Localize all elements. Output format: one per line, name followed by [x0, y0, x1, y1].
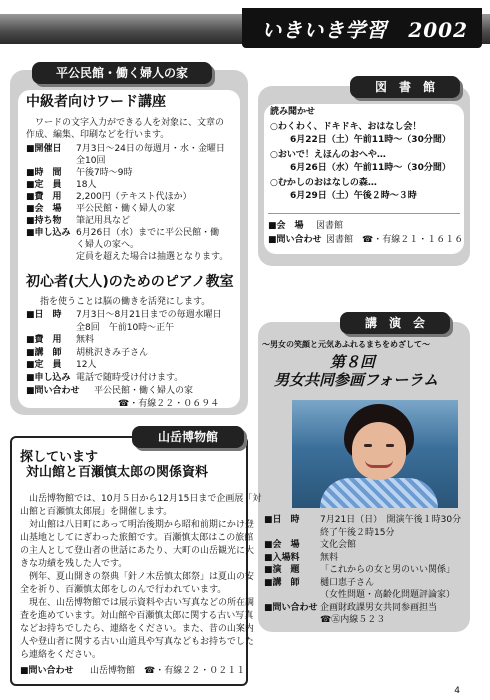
lecture-row-value: 無料: [320, 552, 339, 563]
word-row-label: ■持ち物: [26, 216, 62, 226]
library-heading: 読み聞かせ: [270, 107, 316, 117]
word-row-value: 平公民館・働く婦人の家: [76, 204, 176, 214]
museum-body-line: 査を進めています。対山館や百瀬慎太郎に関する古い写真: [20, 611, 254, 621]
piano-intro: 指を使うことは脳の働きを活発にします。: [40, 297, 211, 307]
word-row-value: 7月3日～24日の毎週月・水・金曜日: [76, 144, 225, 154]
piano-row-label: ■申し込み: [26, 372, 71, 383]
piano-row-value: 電話で随時受け付けます。: [76, 372, 184, 383]
museum-title-1: 探しています: [20, 450, 99, 465]
word-row-value: 午後7時～9時: [76, 168, 133, 178]
speaker-photo: [292, 400, 458, 508]
word-row-label: ■開催日: [26, 144, 62, 154]
lecture-row-value: ☎㊄内線５２３: [320, 615, 386, 625]
piano-row-value: 全8回 午前10時～正午: [76, 322, 175, 333]
word-row-label: ■申し込み: [26, 228, 71, 238]
hirako-tag: 平公民館・働く婦人の家: [32, 62, 212, 84]
lecture-row-label: ■演 題: [264, 565, 300, 575]
word-row-value: 全10回: [76, 156, 106, 166]
museum-body-line: などお持ちでしたら、連絡をください。また、昔の山案内: [20, 624, 254, 634]
museum-body-line: 人や登山者に関する古い山道具や写真などもお持ちでした: [20, 637, 254, 647]
word-row-label: ■定 員: [26, 180, 62, 190]
lecture-row-label: ■講 師: [264, 577, 300, 588]
museum-tag: 山岳博物館: [132, 426, 244, 448]
lecture-tag: 講 演 会: [340, 312, 450, 334]
word-intro-1: ワードの文字入力ができる人を対象に、文章の: [26, 118, 225, 128]
word-row-label: ■会 場: [26, 204, 62, 214]
museum-body-line: 山基地としてにぎわった旅館です。百瀬慎太郎はこの旅館: [20, 533, 254, 543]
word-row-label: ■時 間: [26, 168, 62, 178]
lecture-row-value: 終了午後２時15分: [320, 527, 395, 538]
word-course-title: 中級者向けワード講座: [26, 94, 166, 110]
library-event-date: 6月22日（土）午前11時～（30分間）: [290, 135, 451, 145]
piano-row-label: ■定 員: [26, 360, 62, 370]
piano-row-value: 胡桃沢きみ子さん: [76, 347, 149, 358]
piano-contact-tel: ☎・有線２２・０６９４: [118, 399, 220, 409]
word-row-value: 筆記用具など: [76, 216, 131, 226]
library-venue-label: ■会 場: [268, 221, 304, 231]
page-title: いきいき学習 2002: [261, 18, 468, 42]
museum-body-line: 現在、山岳博物館では展示資料や古い写真などの所在調: [20, 598, 255, 608]
library-event-title: ○おいで！えほんのおへや…: [270, 150, 386, 160]
word-row-value: く婦人の家へ。: [76, 240, 140, 250]
lecture-row-value: 企画財政課男女共同参画担当: [320, 602, 438, 613]
library-event-title: ○わくわく、ドキドキ、おはなし会！: [270, 122, 422, 132]
word-intro-2: 作成、編集、印刷などを行います。: [26, 130, 170, 140]
library-divider: [268, 213, 460, 214]
library-event-date: 6月29日（土）午後２時～３時: [290, 191, 417, 201]
lecture-row-value: 「これからの女と男のいい関係」: [320, 565, 456, 575]
museum-contact-label: ■問い合わせ: [20, 666, 74, 676]
word-row-value: 定員を超えた場合は抽選となります。: [76, 252, 229, 262]
library-contact: 図書館 ☎・有線２１・１６１６: [326, 235, 464, 245]
word-row-value: 6月26日（水）までに平公民館・働: [76, 228, 220, 238]
lecture-title-1: 第８回: [330, 353, 376, 371]
lecture-row-value: 文化会館: [320, 540, 357, 550]
museum-body-line: きな功績を残した人です。: [20, 559, 128, 569]
museum-body-line: の主人として登山者の世話にあたり、大町の山岳観光に大: [20, 546, 255, 556]
lecture-row-label: ■会 場: [264, 540, 300, 550]
word-row-label: ■費 用: [26, 192, 62, 202]
piano-contact-value: 平公民館・働く婦人の家: [94, 386, 194, 396]
page-header: [0, 0, 490, 50]
piano-row-label: ■講 師: [26, 347, 62, 358]
library-tag: 図 書 館: [350, 76, 460, 98]
page-number: 4: [454, 686, 460, 696]
word-row-value: 2,200円（テキスト代ほか）: [76, 192, 192, 202]
lecture-row-value: （女性問題・高齢化問題評論家）: [320, 590, 456, 600]
museum-contact: 山岳博物館 ☎・有線２２・０２１１: [90, 666, 246, 676]
museum-title-2: 対山館と百瀬慎太郎の関係資料: [26, 465, 209, 480]
word-row-value: 18人: [76, 180, 97, 190]
museum-body-line: ら連絡をください。: [20, 650, 102, 660]
lecture-row-label: ■問い合わせ: [264, 602, 318, 613]
piano-row-value: 無料: [76, 335, 95, 345]
museum-body-line: 山館と百瀬慎太郎展」を開催します。: [20, 507, 173, 517]
museum-body-line: 山岳博物館では、10月５日から12月15日まで企画展「対: [20, 494, 262, 504]
museum-body-line: 対山館は八日町にあって明治後期から昭和前期にかけ登: [20, 520, 254, 530]
library-contact-label: ■問い合わせ: [268, 235, 322, 245]
library-venue: 図書館: [316, 221, 344, 231]
piano-row-value: 12人: [76, 360, 97, 370]
piano-course-title: 初心者(大人)のためのピアノ教室: [26, 274, 234, 290]
lecture-row-label: ■日 時: [264, 515, 300, 525]
museum-body-line: 例年、夏山開きの祭典「針ノ木岳慎太郎祭」は夏山の安: [20, 572, 255, 582]
library-event-title: ○むかしのおはなしの森…: [270, 178, 377, 188]
piano-row-value: 7月3日～8月21日までの毎週水曜日: [76, 310, 222, 320]
lecture-tagline: ～男女の笑顔と元気あふれるまちをめざして～: [262, 340, 430, 349]
lecture-row-label: ■入場料: [264, 552, 300, 563]
piano-contact-label: ■問い合わせ: [26, 386, 80, 396]
lecture-title-2: 男女共同参画フォーラム: [274, 371, 439, 389]
library-event-date: 6月26日（水）午前11時～（30分間）: [290, 163, 451, 173]
lecture-row-value: 樋口恵子さん: [320, 577, 375, 588]
museum-body-line: 全を祈り、百瀬慎太郎をしのんで行われています。: [20, 585, 227, 595]
piano-row-label: ■日 時: [26, 310, 62, 320]
lecture-row-value: 7月21日（日） 開演午後１時30分: [320, 515, 462, 525]
piano-row-label: ■費 用: [26, 335, 62, 345]
